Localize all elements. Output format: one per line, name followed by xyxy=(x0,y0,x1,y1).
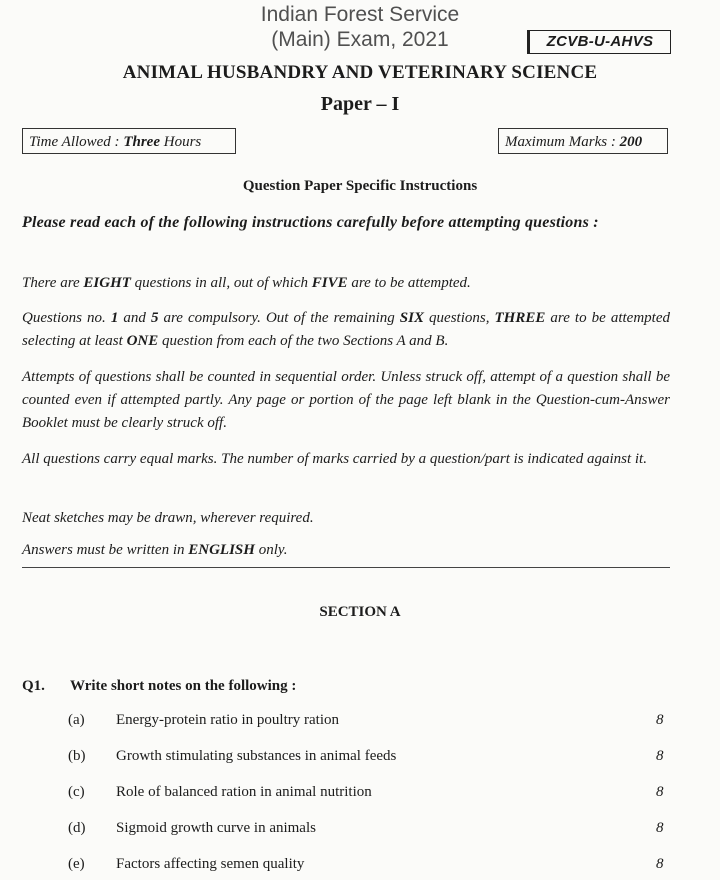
instructions-heading: Question Paper Specific Instructions xyxy=(242,178,478,194)
part-text: Role of balanced ration in animal nutrition xyxy=(116,784,372,800)
maximum-marks-box xyxy=(498,128,668,154)
part-label: (a) xyxy=(68,712,85,728)
part-marks: 8 xyxy=(656,784,664,800)
instruction-read-carefully: Please read each of the following instructions carefully before attempting questions : xyxy=(22,214,599,231)
divider-rule xyxy=(22,567,670,568)
question-part xyxy=(0,856,720,878)
question-part xyxy=(0,712,720,734)
part-text: Growth stimulating substances in animal feeds xyxy=(116,748,397,764)
instruction-language: Answers must be written in ENGLISH only. xyxy=(22,542,288,558)
time-value: Three xyxy=(123,134,160,150)
time-allowed-box xyxy=(22,128,236,154)
part-text: Energy-protein ratio in poultry ration xyxy=(116,712,340,728)
part-label: (e) xyxy=(68,856,85,872)
subject-title: ANIMAL HUSBANDRY AND VETERINARY SCIENCE xyxy=(122,62,598,83)
part-marks: 8 xyxy=(656,712,664,728)
question-part xyxy=(0,784,720,806)
part-text: Sigmoid growth curve in animals xyxy=(116,820,316,836)
question-part xyxy=(0,748,720,770)
part-label: (d) xyxy=(68,820,86,836)
question-part xyxy=(0,820,720,842)
exam-name-line2: (Main) Exam, 2021 xyxy=(271,28,449,51)
instruction-equal-marks: All questions carry equal marks. The number of marks carried by a question/part is indicated against it. xyxy=(22,451,647,467)
time-label: Time Allowed : xyxy=(29,134,124,150)
time-unit: Hours xyxy=(159,134,202,150)
marks-value: 200 xyxy=(619,134,643,150)
part-marks: 8 xyxy=(656,856,664,872)
part-label: (b) xyxy=(68,748,86,764)
exam-name-line1: Indian Forest Service xyxy=(260,3,460,26)
instruction-question-count: There are EIGHT questions in all, out of which FIVE are to be attempted. xyxy=(22,275,471,291)
part-marks: 8 xyxy=(656,820,664,836)
paper-number: Paper – I xyxy=(320,93,400,115)
part-marks: 8 xyxy=(656,748,664,764)
part-label: (c) xyxy=(68,784,85,800)
question-number: Q1. xyxy=(22,678,45,694)
instruction-compulsory: Questions no. 1 and 5 are compulsory. Out of the remaining SIX questions, THREE are to be attempted selecting at least ONE question from each of the two Sections A and B. xyxy=(22,310,671,349)
marks-label: Maximum Marks : xyxy=(505,134,620,150)
paper-code-box: ZCVB-U-AHVS xyxy=(527,30,671,54)
instruction-attempt-order: Attempts of questions shall be counted in sequential order. Unless struck off, attempt of a question shall be counted even if attempted partly. Any page or portion of the page left blank in the Question-cum-Answer Booklet must be clearly struck off. xyxy=(22,369,670,431)
question-text: Write short notes on the following : xyxy=(70,678,297,694)
instruction-sketches: Neat sketches may be drawn, wherever required. xyxy=(22,510,314,526)
section-title: SECTION A xyxy=(319,604,401,620)
part-text: Factors affecting semen quality xyxy=(116,856,305,872)
